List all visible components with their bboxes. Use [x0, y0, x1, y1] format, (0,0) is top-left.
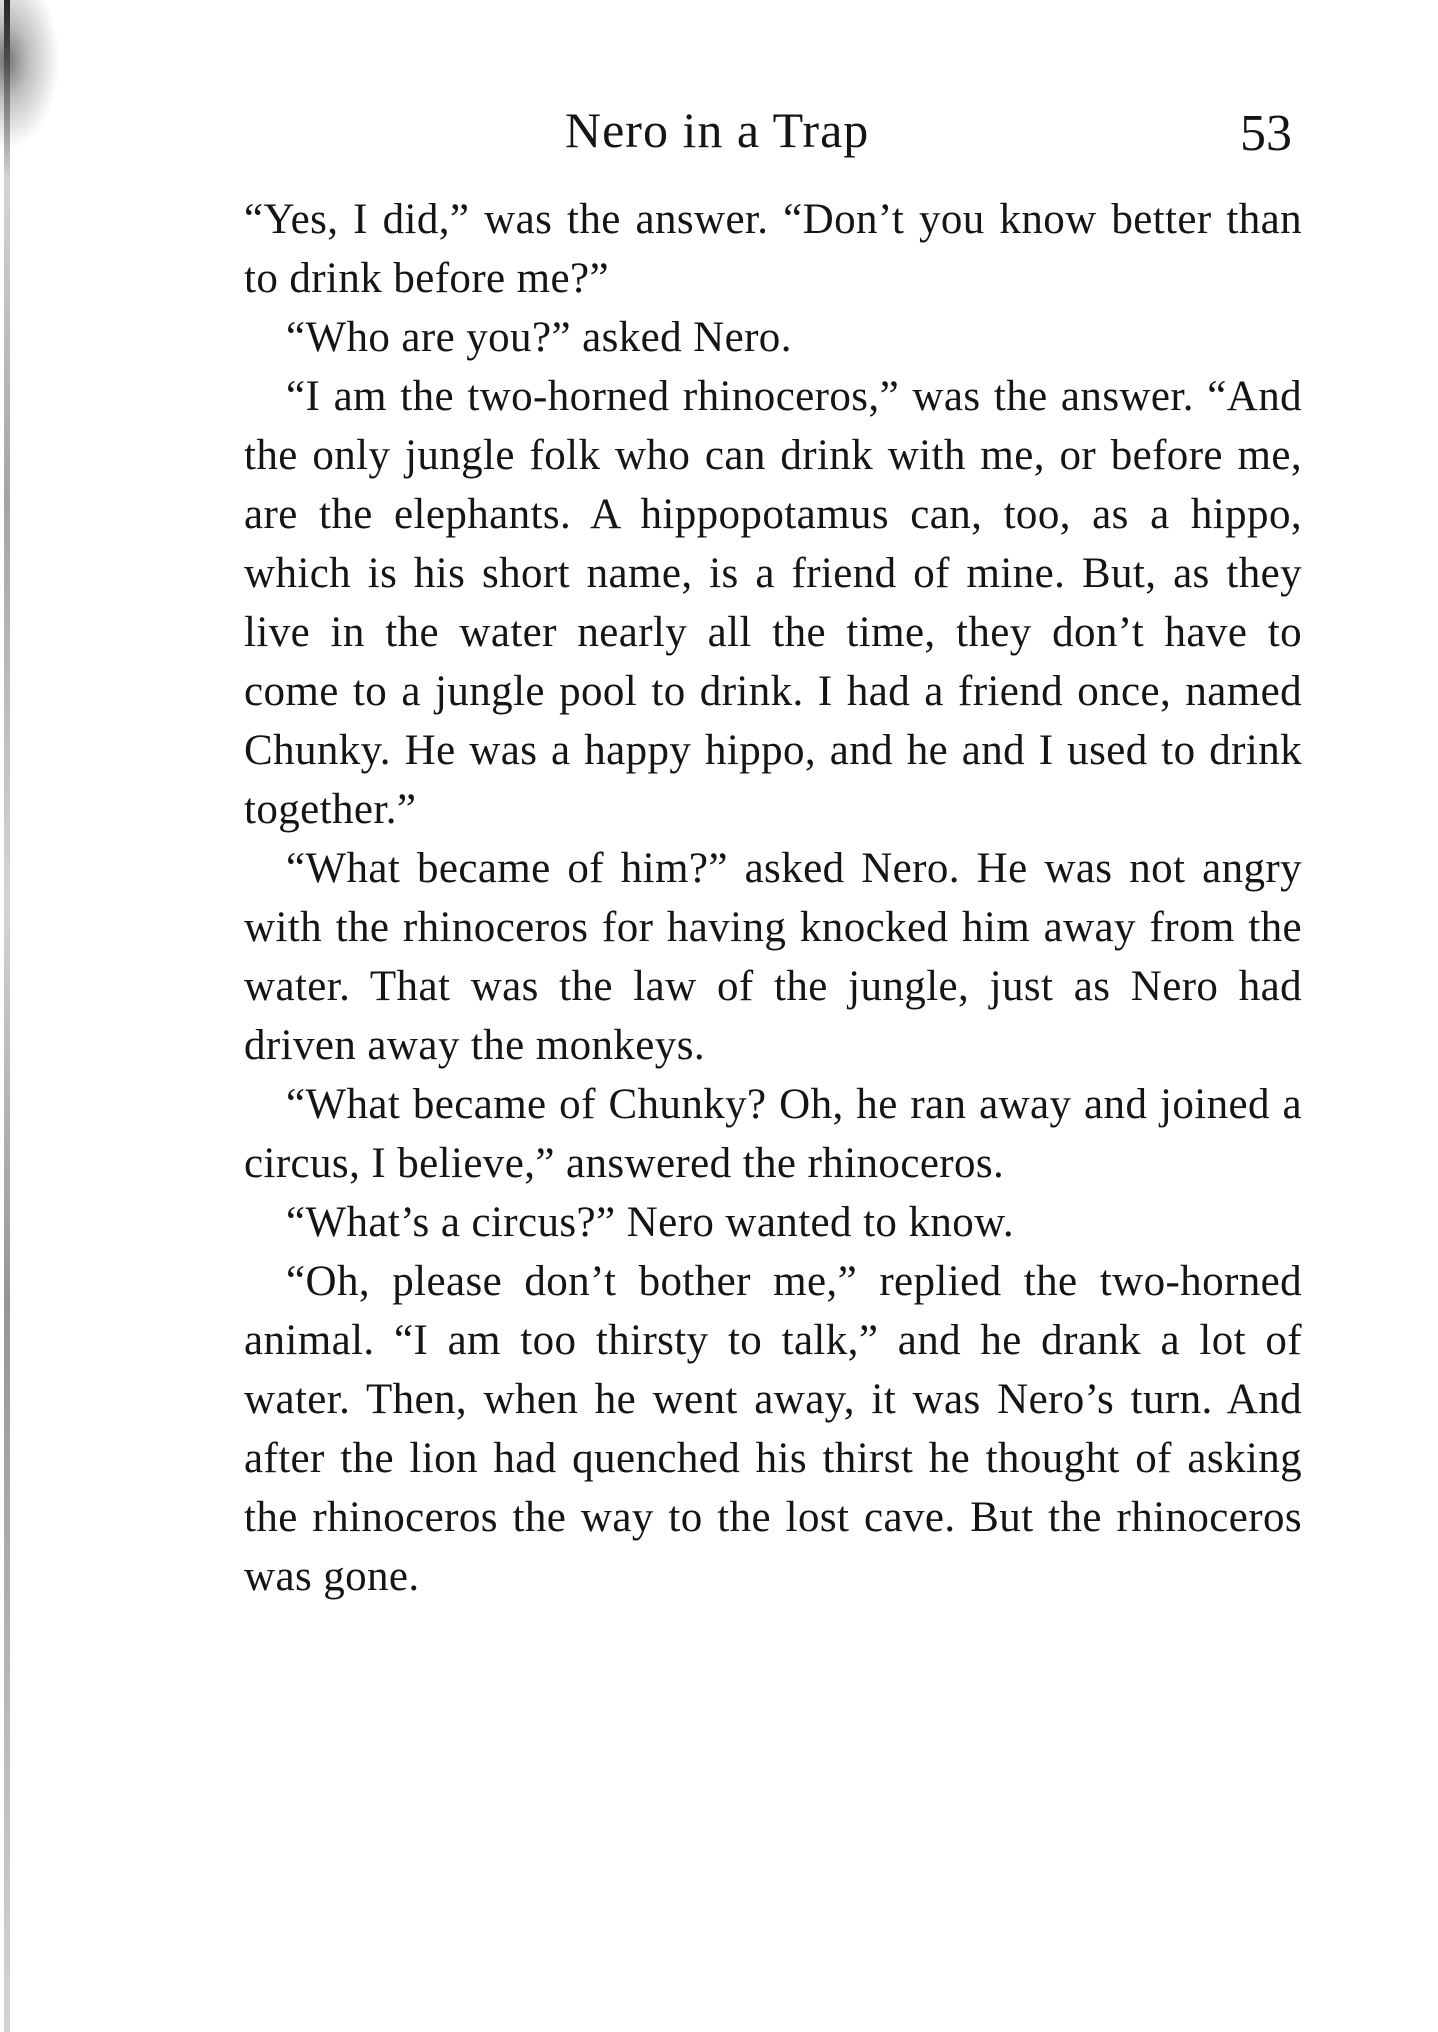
paragraph: “Yes, I did,” was the answer. “Don’t you know better than to drink before me?” — [244, 196, 1302, 302]
paragraph: “What became of Chunky? Oh, he ran away and joined a circus, I believe,” answered the rhinoceros. — [244, 1081, 1302, 1187]
page-number: 53 — [1240, 105, 1292, 162]
binding-edge — [4, 0, 10, 2032]
paragraph: “I am the two-horned rhinoceros,” was the answer. “And the only jungle folk who can drink with me, or before me, are the elephants. A hippopotamus can, too, as a hippo, which is his short name, is a friend of mine. But, as they live in the water nearly all the time, they don’t have to come to a jungle pool to drink. I had a friend once, named Chunky. He was a happy hippo, and he and I used to drink together.” — [244, 373, 1302, 833]
paragraph: “Who are you?” asked Nero. — [286, 314, 792, 361]
paragraph: “Oh, please don’t bother me,” replied the two-horned animal. “I am too thirsty to talk,” and he drank a lot of water. Then, when he went away, it was Nero’s turn. And after the lion had quenched his thirst he thought of asking the rhinoceros the way to the lost cave. But the rhinoceros was gone. — [244, 1258, 1302, 1600]
paragraph: “What’s a circus?” Nero wanted to know. — [286, 1199, 1014, 1246]
page-header — [0, 90, 1438, 170]
paragraph: “What became of him?” asked Nero. He was not angry with the rhinoceros for having knocked him away from the water. That was the law of the jungle, just as Nero had driven away the monkeys. — [244, 845, 1302, 1069]
running-title: Nero in a Trap — [565, 102, 870, 158]
body-text — [244, 190, 1302, 1606]
